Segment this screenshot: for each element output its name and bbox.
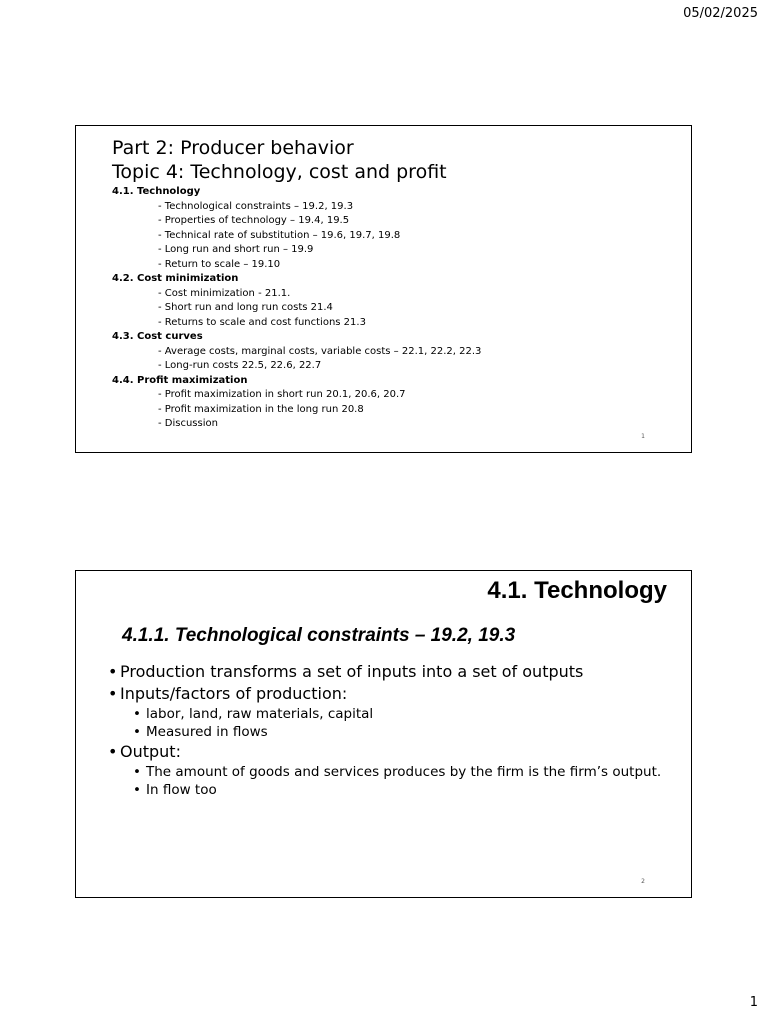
page-number: 1	[749, 995, 758, 1010]
outline-item: - Returns to scale and cost functions 21.3	[158, 316, 366, 328]
slide-number: 2	[641, 878, 645, 885]
section-heading: 4.4. Profit maximization	[112, 374, 248, 386]
slide-1-title	[112, 136, 447, 184]
outline-item: - Return to scale – 19.10	[158, 258, 281, 270]
outline-item: - Technological constraints – 19.2, 19.3	[158, 200, 354, 212]
bullet-item: • Output:	[108, 741, 671, 763]
outline-item: - Long-run costs 22.5, 22.6, 22.7	[158, 360, 322, 371]
outline-item: - Properties of technology – 19.4, 19.5	[158, 215, 350, 226]
sub-bullet-item: • Measured in flows	[108, 723, 671, 741]
outline-item: - Average costs, marginal costs, variable costs – 22.1, 22.2, 22.3	[158, 345, 482, 357]
outline-item: - Cost minimization - 21.1.	[158, 287, 291, 299]
outline-item: - Discussion	[158, 418, 218, 429]
page-date: 05/02/2025	[683, 6, 758, 21]
topic-outline	[112, 185, 481, 432]
slide-1-title-line-1: Part 2: Producer behavior	[112, 137, 354, 159]
section-heading: 4.3. Cost curves	[112, 331, 203, 342]
outline-item: - Profit maximization in short run 20.1, 20.6, 20.7	[158, 389, 406, 400]
slide-2-subtitle: 4.1.1. Technological constraints – 19.2, 19.3	[122, 625, 516, 646]
bullet-item: • Inputs/factors of production:	[108, 683, 671, 705]
slide-1-title-line-2: Topic 4: Technology, cost and profit	[112, 161, 447, 183]
outline-item: - Long run and short run – 19.9	[158, 244, 314, 255]
bullet-list	[108, 661, 671, 799]
outline-item: - Technical rate of substitution – 19.6, 19.7, 19.8	[158, 229, 401, 241]
sub-bullet-item: • The amount of goods and services produces by the firm is the firm’s output.	[108, 763, 671, 781]
slide-number: 1	[641, 433, 645, 440]
slide-2-title: 4.1. Technology	[487, 577, 667, 604]
section-heading: 4.1. Technology	[112, 186, 201, 197]
outline-item: - Short run and long run costs 21.4	[158, 302, 333, 313]
slide-1	[75, 125, 692, 453]
sub-bullet-item: • labor, land, raw materials, capital	[108, 705, 671, 723]
section-heading: 4.2. Cost minimization	[112, 273, 239, 284]
slide-2	[75, 570, 692, 898]
bullet-item: • Production transforms a set of inputs into a set of outputs	[108, 661, 671, 683]
outline-item: - Profit maximization in the long run 20.8	[158, 403, 364, 415]
sub-bullet-item: • In flow too	[108, 781, 671, 799]
